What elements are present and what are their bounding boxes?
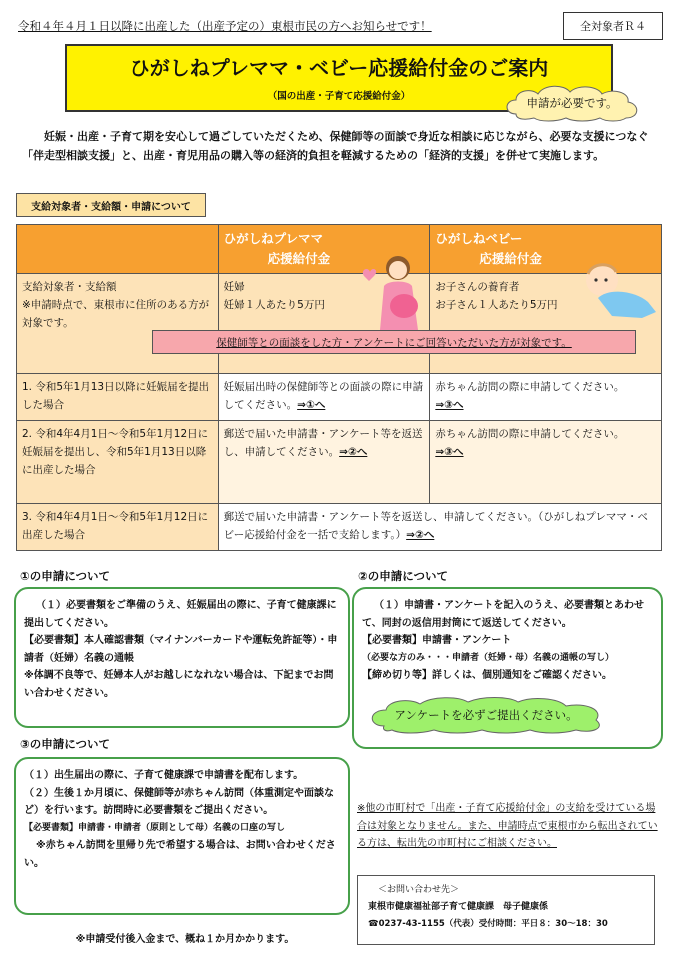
row1-mama-cell xyxy=(218,374,430,421)
eligibility-banner: 保健師等との面談をした方・アンケートにご回答いただいた方が対象です。 xyxy=(152,330,636,354)
row3-merged-cell xyxy=(218,504,661,551)
row1-label: 1. 令和5年1月13日以降に妊娠届を提出した場合 xyxy=(17,374,219,421)
header-baby-line2: 応援給付金 xyxy=(479,251,542,266)
app1-heading: ①の申請について xyxy=(20,569,111,583)
header-mama-line1: ひがしねプレママ xyxy=(223,231,324,246)
row2-label: 2. 令和4年4月1日～令和5年1月12日に妊娠届を提出し、令和5年1月13日以降に出産した場合 xyxy=(17,421,219,504)
page-subtitle: （国の出産・子育て応援給付金） xyxy=(267,91,411,102)
app2-line2: 【必要書類】申請書・アンケート xyxy=(362,635,512,646)
target-label: 全対象者Ｒ４ xyxy=(563,12,663,40)
app1-box xyxy=(14,587,350,728)
eligibility-baby-who: お子さんの養育者 xyxy=(435,281,520,293)
eligibility-mama-amount: 妊婦１人あたり5万円 xyxy=(223,299,325,311)
pregnant-woman-illustration xyxy=(358,252,428,332)
eligibility-baby-amount: お子さん１人あたり5万円 xyxy=(435,299,558,311)
row3-merged-text: 郵送で届いた申請書・アンケート等を返送し、申請してください。（ひがしねプレママ・ベビー応援給付金を一括で支給します。） xyxy=(223,511,648,541)
intro-paragraph: 妊娠・出産・子育て期を安心して過ごしていただくため、保健師等の面談で身近な相談に応じながら、必要な支援につなぐ「伴走型相談支援」と、出産・育児用品の購入等の経済的負担を軽減するための「経済的支援」を併せて実施します。 xyxy=(22,130,649,162)
header-mama-line2: 応援給付金 xyxy=(267,251,331,266)
payment-footnote: ※申請受付後入金まで、概ね１か月かかります。 xyxy=(75,934,295,945)
app2-line4: 【締め切り等】詳しくは、個別通知をご確認ください。 xyxy=(362,670,612,681)
app3-line4: ※赤ちゃん訪問を里帰り先で希望する場合は、お問い合わせください。 xyxy=(24,840,336,869)
row3-label: 3. 令和4年4月1日～令和5年1月12日に出産した場合 xyxy=(17,504,219,551)
app1-line1: （１）必要書類をご準備のうえ、妊娠届出の際に、子育て健康課に提出してください。 xyxy=(24,600,337,629)
survey-reminder: アンケートを必ずご提出ください。 xyxy=(394,708,578,722)
app2-heading: ②の申請について xyxy=(358,569,449,583)
other-municipality-note xyxy=(357,800,665,853)
app3-heading: ③の申請について xyxy=(20,737,111,751)
app3-box xyxy=(14,757,350,915)
app3-line3: 【必要書類】申請書・申請者（原則として母）名義の口座の写し xyxy=(24,822,286,833)
eligibility-label: 支給対象者・支給額 xyxy=(22,281,117,293)
eligibility-note: ※申請時点で、東根市に住所のある方が対象です。 xyxy=(22,299,210,329)
header-baby-line1: ひがしねベビー xyxy=(435,231,523,246)
app1-line3: ※体調不良等で、妊婦本人がお越しになれない場合は、下記までお問い合わせください。 xyxy=(24,670,334,699)
row1-baby-cell xyxy=(430,374,662,421)
row2-mama-text: 郵送で届いた申請書・アンケート等を返送し、申請してください。 xyxy=(223,428,423,458)
contact-title: ＜お問い合わせ先＞ xyxy=(378,885,460,895)
contact-dept: 東根市健康福祉部子育て健康課 母子健康係 xyxy=(368,902,549,912)
row3-merged-arrow[interactable]: ⇒②へ xyxy=(406,529,435,541)
baby-illustration xyxy=(572,258,660,322)
row2-baby-arrow[interactable]: ⇒③へ xyxy=(435,446,464,458)
eligibility-mama-who: 妊婦 xyxy=(223,281,245,293)
row1-baby-text: 赤ちゃん訪問の際に申請してください。 xyxy=(435,381,625,393)
row1-baby-arrow[interactable]: ⇒③へ xyxy=(435,399,464,411)
row1-mama-text: 妊娠届出時の保健師等との面談の際に申請してください。 xyxy=(223,381,424,411)
row2-mama-cell xyxy=(218,421,430,504)
notice-line: 令和４年４月１日以降に出産した（出産予定の）東根市民の方へお知らせです！ xyxy=(18,19,432,33)
app3-line2: （２）生後１か月頃に、保健師等が赤ちゃん訪問（体重測定や面談など）を行います。訪問時に必要書類をご提出ください。 xyxy=(24,787,334,816)
benefit-table xyxy=(16,224,662,551)
header-empty-cell xyxy=(17,225,219,274)
application-required-note: 申請が必要です。 xyxy=(526,96,618,110)
app2-line1: （１）申請書・アンケートを記入のうえ、必要書類とあわせて、同封の返信用封筒にて返送してください。 xyxy=(362,600,644,629)
app2-line3: （必要な方のみ・・・申請者（妊婦・母）名義の通帳の写し） xyxy=(362,652,615,663)
row2-baby-cell xyxy=(430,421,662,504)
eligibility-label-cell xyxy=(17,274,219,374)
row1-mama-arrow[interactable]: ⇒①へ xyxy=(297,399,326,411)
app3-line1: （１）出生届出の際に、子育て健康課で申請書を配布します。 xyxy=(24,770,304,781)
contact-phone: ☎0237-43-1155（代表）受付時間：平日８：30～18：30 xyxy=(368,919,608,929)
page-title: ひがしねプレママ・ベビー応援給付金のご案内 xyxy=(129,56,549,80)
row2-mama-arrow[interactable]: ⇒②へ xyxy=(339,446,368,458)
app1-line2: 【必要書類】本人確認書類（マイナンバーカードや運転免許証等）・申請者（妊婦）名義の通帳 xyxy=(24,635,338,664)
other-note-text: ※他の市町村で「出産・子育て応援給付金」の支給を受けている場合は対象となりません。また、申請時点で東根市から転出されている方は、転出先の市町村にご相談ください。 xyxy=(357,803,658,849)
contact-box xyxy=(357,875,655,945)
section-tag: 支給対象者・支給額・申請について xyxy=(16,193,206,217)
row2-baby-text: 赤ちゃん訪問の際に申請してください。 xyxy=(435,428,625,440)
